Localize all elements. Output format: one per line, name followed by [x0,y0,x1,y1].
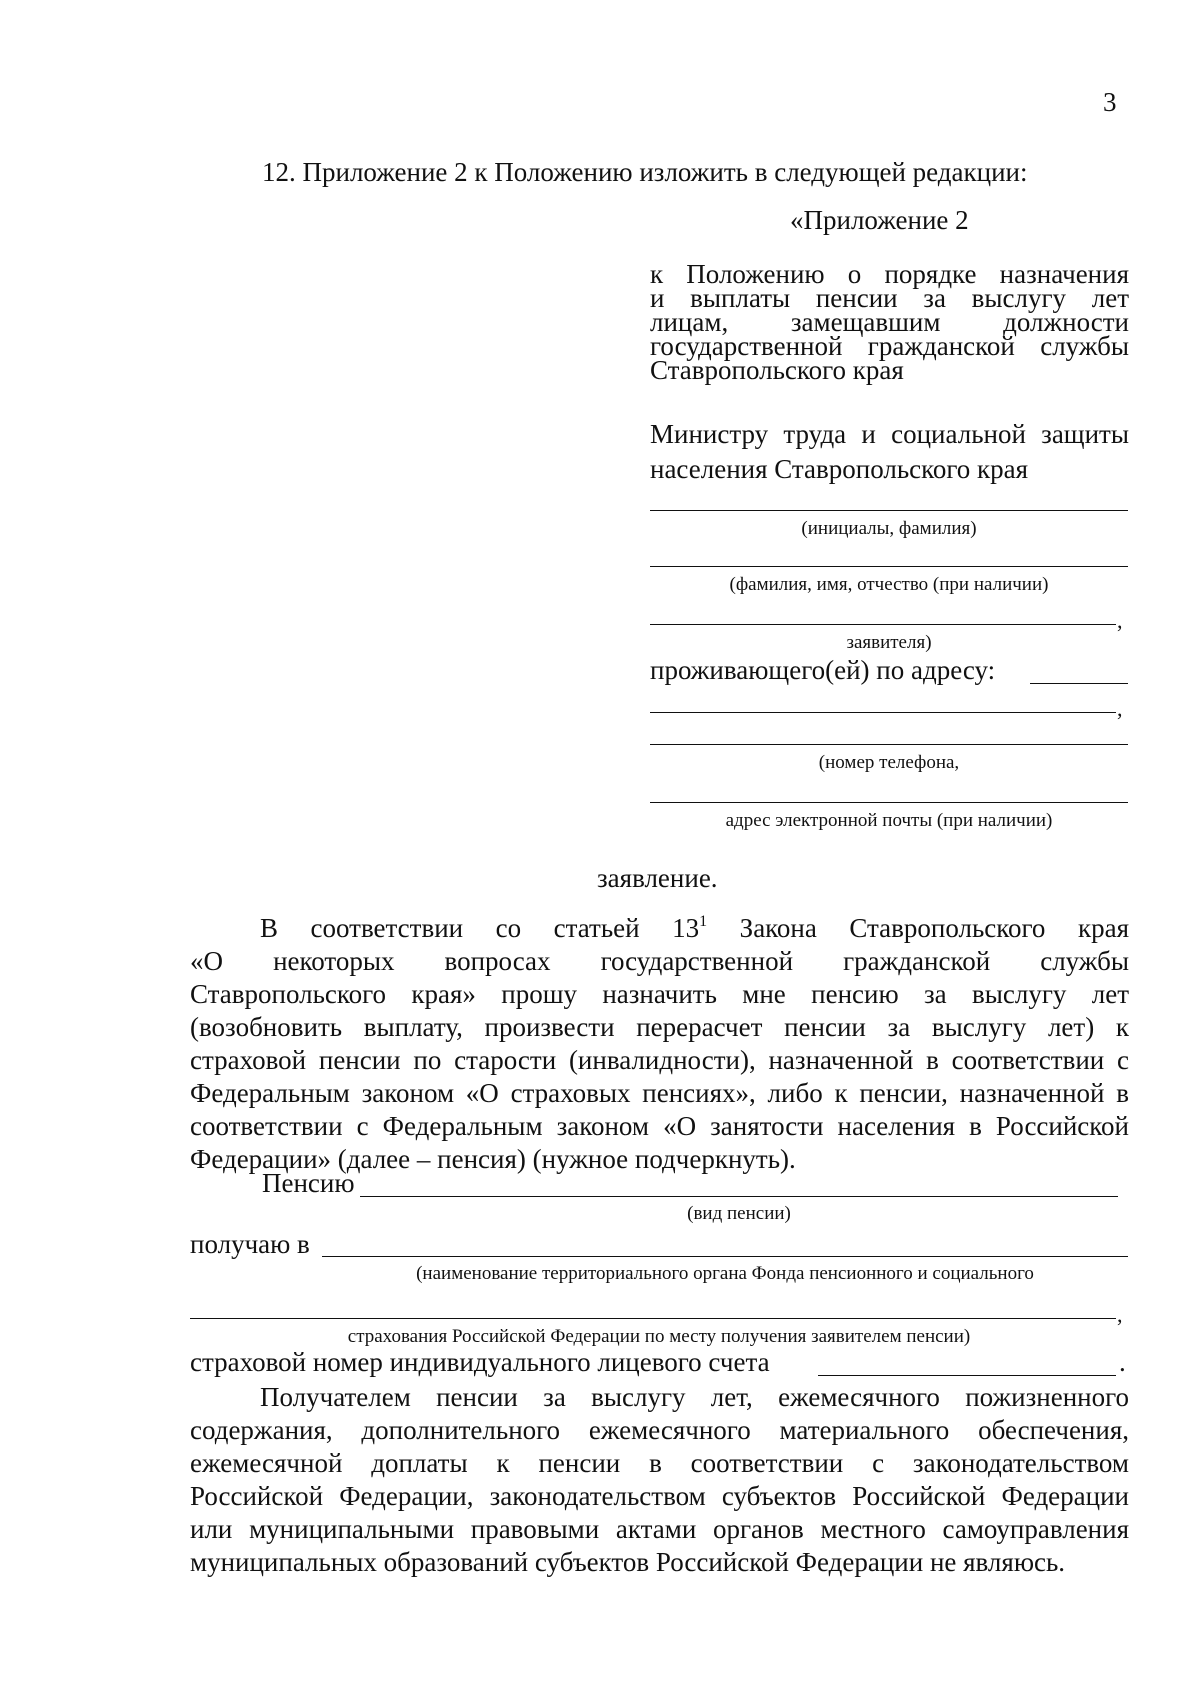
address-field-line[interactable] [1030,683,1128,684]
paragraph-line: Федерации» (далее – пенсия) (нужное подчеркнуть). [190,1144,796,1174]
email-field-line[interactable] [650,802,1128,803]
fund-name-caption-1: (наименование территориального органа Фонда пенсионного и социального [416,1263,1034,1284]
applicant-caption: заявителя) [846,632,932,653]
email-caption: адрес электронной почты (при наличии) [725,810,1053,831]
appendix-reference [650,259,1129,385]
paragraph-line: ежемесячной доплаты к пенсии в соответствии с законодательством [190,1448,1129,1478]
paragraph-line: муниципальных образований субъектов Российской Федерации не являюсь. [190,1547,1066,1577]
address-field-line-2[interactable] [650,712,1116,713]
addressee-line: населения Ставропольского края [650,454,1029,484]
pension-type-caption: (вид пенсии) [687,1203,791,1224]
paragraph-line: или муниципальными правовыми актами органов местного самоуправления [190,1514,1129,1544]
snils-label: страховой номер индивидуального лицевого счета [190,1347,770,1377]
snils-field-line[interactable] [818,1375,1116,1376]
page-number: 3 [1103,87,1117,117]
paragraph-line: Ставропольского края» прошу назначить мне пенсию за выслугу лет [190,979,1129,1009]
full-name-caption: (фамилия, имя, отчество (при наличии) [729,574,1049,595]
statement-paragraph-2 [190,1381,1129,1579]
phone-caption: (номер телефона, [818,752,960,773]
full-name-field-line[interactable] [650,566,1128,567]
appendix-reference-line: к Положению о порядке назначения [650,259,1129,289]
receive-label: получаю в [190,1229,310,1259]
paragraph-line: соответствии с Федеральным законом «О занятости населения в Российской [190,1111,1129,1141]
appendix-reference-line: и выплаты пенсии за выслугу лет [650,283,1129,313]
full-name-field-line-2[interactable] [650,624,1116,625]
appendix-title: «Приложение 2 [790,205,969,235]
amendment-item-12: 12. Приложение 2 к Положению изложить в следующей редакции: [262,157,1028,187]
paragraph-line: страховой пенсии по старости (инвалидности), назначенной в соответствии с [190,1045,1129,1075]
appendix-reference-line: государственной гражданской службы [650,331,1129,361]
paragraph-line: содержания, дополнительного ежемесячного материального обеспечения, [190,1415,1129,1445]
appendix-reference-line: лицам, замещавшим должности [650,307,1129,337]
paragraph-line: Получателем пенсии за выслугу лет, ежемесячного пожизненного [260,1382,1129,1412]
appendix-reference-line: Ставропольского края [650,355,904,385]
paragraph-line: В соответствии со статьей $13^1$ Закона Ставропольского края [260,913,1129,943]
statement-heading: заявление. [597,863,718,893]
fund-name-field-line[interactable] [322,1256,1128,1257]
addressee-line: Министру труда и социальной защиты [650,419,1129,449]
pension-label: Пенсию [262,1168,355,1198]
paragraph-line: (возобновить выплату, произвести перерасчет пенсии за выслугу лет) к [190,1012,1129,1042]
pension-type-field-line[interactable] [360,1196,1118,1197]
addressee-block [650,418,1129,488]
paragraph-line: Федеральным законом «О страховых пенсиях», либо к пенсии, назначенной в [190,1078,1129,1108]
residing-label: проживающего(ей) по адресу: [650,655,996,685]
initials-caption: (инициалы, фамилия) [801,518,977,539]
paragraph-line: Российской Федерации, законодательством субъектов Российской Федерации [190,1481,1129,1511]
statement-paragraph-1 [190,912,1129,1176]
phone-field-line[interactable] [650,744,1128,745]
paragraph-line: «О некоторых вопросах государственной гражданской службы [190,946,1129,976]
initials-field-line[interactable] [650,510,1128,511]
fund-name-caption-2: страхования Российской Федерации по месту получения заявителем пенсии) [347,1326,971,1347]
fund-name-field-line-2[interactable] [190,1318,1116,1319]
